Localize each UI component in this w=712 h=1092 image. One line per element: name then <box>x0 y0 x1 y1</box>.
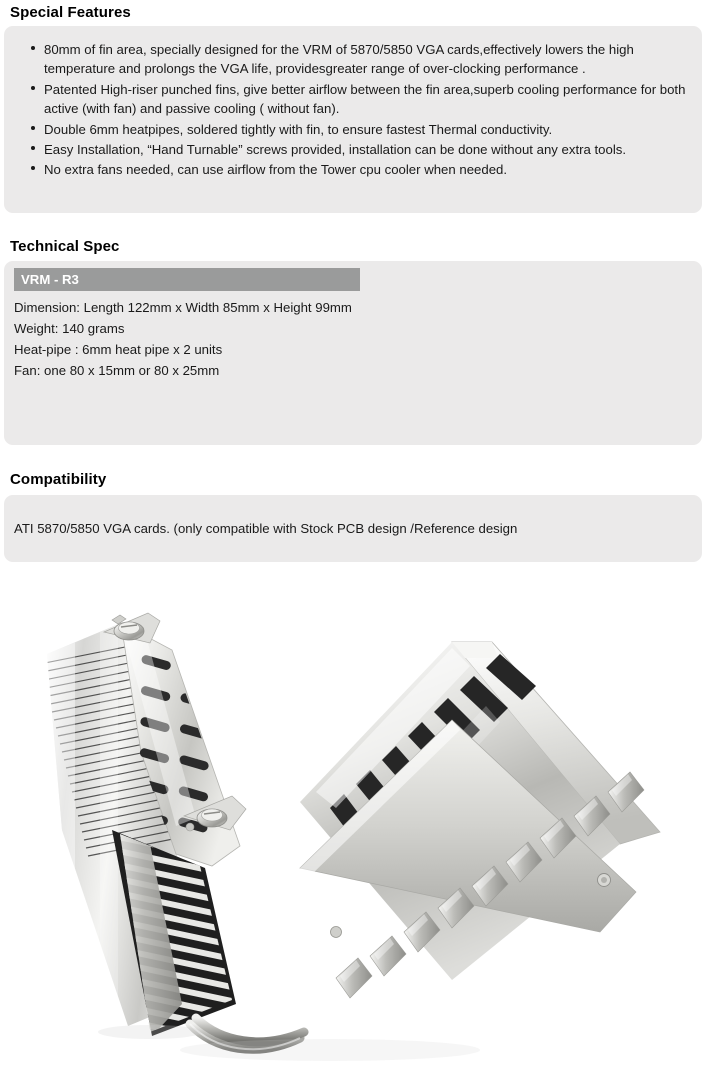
special-features-panel <box>4 26 702 213</box>
special-features-list <box>4 26 702 195</box>
feature-item <box>44 80 688 119</box>
model-name-label: VRM - R3 <box>21 272 79 287</box>
feature-item-text: Easy Installation, “Hand Turnable” screws provided, installation can be done without any extra tools. <box>44 142 627 158</box>
spec-line: Dimension: Length 122mm x Width 85mm x Height 99mm <box>14 300 352 315</box>
technical-spec-heading: Technical Spec <box>10 238 120 255</box>
feature-item-text: No extra fans needed, can use airflow from the Tower cpu cooler when needed. <box>44 162 508 178</box>
compatibility-text: ATI 5870/5850 VGA cards. (only compatible with Stock PCB design /Reference design <box>14 521 518 536</box>
feature-item <box>44 40 688 79</box>
model-name-bar <box>14 268 360 291</box>
compatibility-panel <box>4 495 702 562</box>
bullet-icon <box>31 46 35 50</box>
feature-item <box>44 160 688 179</box>
bullet-icon <box>31 146 35 150</box>
technical-spec-lines <box>14 297 692 381</box>
compatibility-heading: Compatibility <box>10 471 107 488</box>
bullet-icon <box>31 126 35 130</box>
bullet-icon <box>31 86 35 90</box>
spec-line: Weight: 140 grams <box>14 321 125 336</box>
spec-line: Heat-pipe : 6mm heat pipe x 2 units <box>14 342 223 357</box>
heatsink-illustration <box>0 580 712 1092</box>
feature-item-text: 80mm of fin area, specially designed for the VRM of 5870/5850 VGA cards,effectively lowers the high temperature and prolongs the VGA life, providesgreater range of over-clocking performance . <box>44 42 634 77</box>
feature-item <box>44 120 688 139</box>
bullet-icon <box>31 166 35 170</box>
feature-item-text: Patented High-riser punched fins, give better airflow between the fin area,superb cooling performance for both active (with fan) and passive cooling ( without fan). <box>44 81 686 117</box>
technical-spec-panel <box>4 261 702 445</box>
feature-item <box>44 140 688 159</box>
special-features-heading: Special Features <box>10 4 131 21</box>
product-photo <box>0 580 712 1092</box>
feature-item-text: Double 6mm heatpipes, soldered tightly with fin, to ensure fastest Thermal conductivity. <box>44 121 553 137</box>
spec-line: Fan: one 80 x 15mm or 80 x 25mm <box>14 363 220 378</box>
